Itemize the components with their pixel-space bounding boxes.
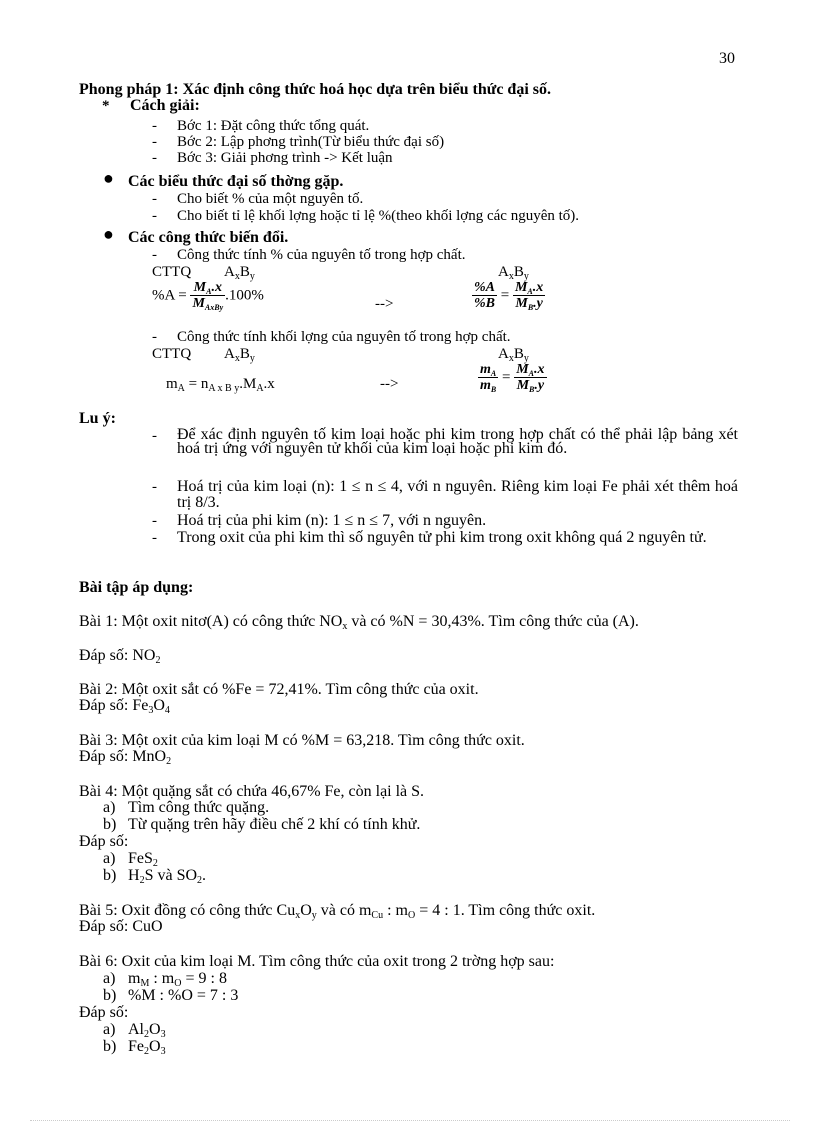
exercise-5-answer: Đáp số: CuO <box>79 918 163 935</box>
cttq-formula-right: $A_xB_y$ <box>498 264 529 282</box>
label-a: a) <box>103 850 116 867</box>
common-item: Cho biết % của một nguyên tố. <box>177 191 364 207</box>
label-b: b) <box>103 867 117 884</box>
label-b: b) <box>103 816 117 833</box>
bullet-icon: ● <box>103 224 114 244</box>
note-item: Hoá trị của kim loại (n): 1 ≤ n ≤ 4, với n nguyên. Riêng kim loại Fe phải xét thêm hoá trị 8/3. <box>177 478 738 511</box>
dash: - <box>152 530 157 546</box>
exercise-6: Bài 6: Oxit của kim loại M. Tìm công thức của oxit trong 2 trờng hợp sau: <box>79 953 555 970</box>
dash: - <box>152 150 157 166</box>
mass-ratio-formula: $\frac{m_A}{m_B}$ = $\frac{M_A.x}{M_B.y}$ <box>480 362 545 394</box>
dash: - <box>152 191 157 207</box>
exercise-1: Bài 1: Một oxit nitơ(A) có công thức $NO_x$ và có %N = 30,43%. Tìm công thức của (A). <box>79 613 639 632</box>
answer-label: Đáp số: <box>79 1004 129 1021</box>
cttq-formula: $A_xB_y$ <box>224 346 255 364</box>
exercise-4-answer-a: FeS$_2$ <box>128 850 158 869</box>
note-item: Để xác định nguyên tố kim loại hoặc phi kim trong hợp chất có thể phải lập bảng xét hoá trị ứng với nguyên tử khối của kim loại hoặc phi kim đó. <box>177 426 738 457</box>
cttq-label: CTTQ <box>152 346 192 362</box>
arrow: --> <box>375 296 394 312</box>
exercise-6-b: %M : %O = 7 : 3 <box>128 987 239 1004</box>
common-item: Cho biết tỉ lệ khối lợng hoặc tỉ lệ %(theo khối lợng các nguyên tố). <box>177 208 580 224</box>
cttq-label: CTTQ <box>152 264 192 280</box>
label-a: a) <box>103 970 116 987</box>
label-b: b) <box>103 987 117 1004</box>
label-a: a) <box>103 1021 116 1038</box>
exercise-2-answer: Đáp số: $Fe_3O_4$ <box>79 697 170 716</box>
transform-title: Các công thức biến đổi. <box>128 229 289 246</box>
exercise-2: Bài 2: Một oxit sắt có %Fe = 72,41%. Tìm công thức của oxit. <box>79 681 479 698</box>
exercise-6-answer-a: $Al_2O_3$ <box>128 1021 166 1040</box>
note-item: Hoá trị của phi kim (n): 1 ≤ n ≤ 7, với n nguyên. <box>177 512 487 529</box>
note-item: Trong oxit của phi kim thì số nguyên tử phi kim trong oxit không quá 2 nguyên tử. <box>177 529 707 546</box>
common-title: Các biểu thức đại số thờng gặp. <box>128 173 344 190</box>
bullet-icon: ● <box>103 168 114 188</box>
dash: - <box>152 134 157 150</box>
transform-line2: Công thức tính khối lợng của nguyên tố trong hợp chất. <box>177 329 511 345</box>
ratio-formula: $\frac{\%A}{\%B}$ = $\frac{M_A.x}{M_B.y}$ <box>474 280 544 312</box>
exercise-3-answer: Đáp số: MnO$_2$ <box>79 748 172 767</box>
label-b: b) <box>103 1038 117 1055</box>
page-number: 30 <box>719 50 735 67</box>
label-a: a) <box>103 799 116 816</box>
star-marker: * <box>102 98 110 114</box>
footer-divider <box>30 1120 790 1121</box>
cttq-formula-right: $A_xB_y$ <box>498 346 529 364</box>
exercise-4-b: Từ quặng trên hãy điều chế 2 khí có tính khử. <box>128 816 421 833</box>
dash: - <box>152 479 157 495</box>
method-step: Bớc 2: Lập phơng trình(Từ biểu thức đại số) <box>177 134 445 150</box>
section-heading: Phong pháp 1: Xác định công thức hoá học dựa trên biểu thức đại số. <box>79 81 551 98</box>
exercise-3: Bài 3: Một oxit của kim loại M có %M = 63,218. Tìm công thức oxit. <box>79 732 525 749</box>
exercise-4-a: Tìm công thức quặng. <box>128 799 270 816</box>
dash: - <box>152 118 157 134</box>
arrow: --> <box>380 376 399 392</box>
method-title: Cách giải: <box>130 97 200 114</box>
exercise-4-answer-b: $H_2S$ và $SO_2$. <box>128 867 207 886</box>
exercise-4: Bài 4: Một quặng sắt có chứa 46,67% Fe, còn lại là S. <box>79 783 425 800</box>
exercise-5: Bài 5: Oxit đồng có công thức $Cu_xO_y$ và có $m_{Cu}$ : $m_O = 4$ : 1. Tìm công thức oxit. <box>79 902 596 921</box>
dash: - <box>152 208 157 224</box>
percent-formula: %A = $\frac{M_A.x}{M_{AxBy}}$ .100% <box>152 280 264 312</box>
dash: - <box>152 247 157 263</box>
dash: - <box>152 428 157 444</box>
exercise-6-answer-b: $Fe_2O_3$ <box>128 1038 166 1057</box>
exercise-6-a: $m_M$ : $m_O = 9$ : 8 <box>128 970 227 989</box>
transform-line1: Công thức tính % của nguyên tố trong hợp chất. <box>177 247 466 263</box>
answer-label: Đáp số: <box>79 833 129 850</box>
dash: - <box>152 513 157 529</box>
dash: - <box>152 329 157 345</box>
cttq-formula: $A_xB_y$ <box>224 264 255 282</box>
exercise-1-answer: Đáp số: $NO_2$ <box>79 647 161 666</box>
note-title: Lu ý: <box>79 410 116 427</box>
mass-formula: $m_A = n_{A x B y}.M_A.x$ <box>166 376 275 394</box>
exercises-title: Bài tập áp dụng: <box>79 579 194 596</box>
method-step: Bớc 1: Đặt công thức tổng quát. <box>177 118 370 134</box>
method-step: Bớc 3: Giải phơng trình -> Kết luận <box>177 150 393 166</box>
